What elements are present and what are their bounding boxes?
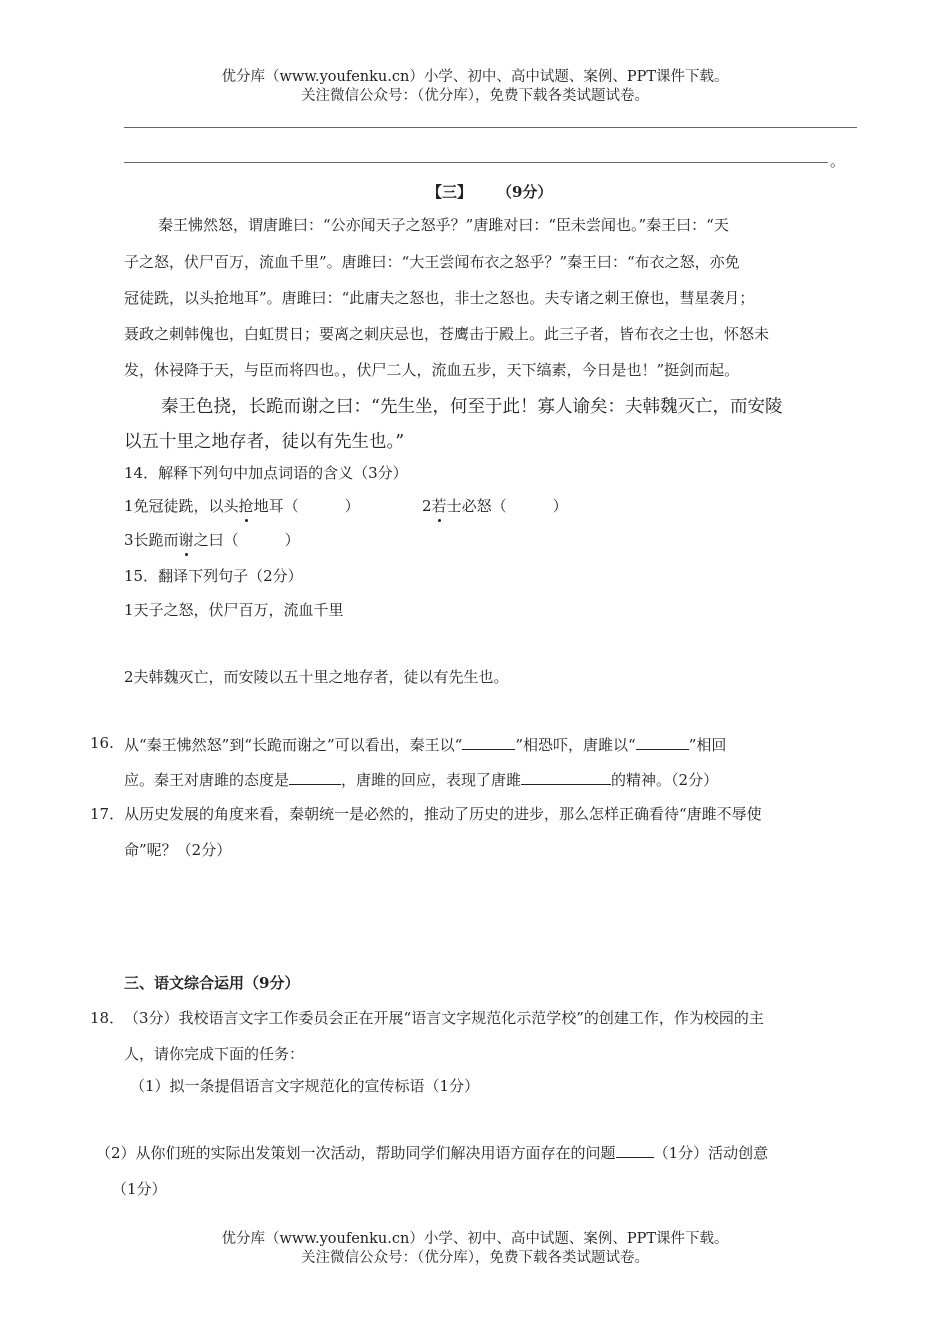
fill-blank [636,735,689,750]
q17-line-2: 命”呢？（2分） [124,841,232,859]
fill-blank [616,1143,654,1158]
q18-line-2: 人，请你完成下面的任务： [124,1045,305,1063]
q18-task-2: （2）从你们班的实际出发策划一次活动，帮助同学们解决用语方面存在的问题 （1分）活动创意 [96,1144,769,1162]
q16-number: 16. [90,734,114,752]
answer-line-1 [124,127,857,128]
fill-blank [289,770,341,785]
answer-line-end-mark: 。 [830,152,846,170]
section-title: 【三】 [427,183,473,201]
q16-line-1: 从“秦王怫然怒”到“长跪而谢之”可以看出，秦王以“ ”相恐吓，唐雎以“ ”相回 [124,736,727,754]
footer-line-1: 优分库（www.youfenku.cn）小学、初中、高中试题、案例、PPT课件下载。 [221,1231,729,1247]
q18-number: 18． [90,1009,125,1027]
q17-number: 17． [90,805,125,823]
header-line-2: 关注微信公众号：（优分库），免费下载各类试题试卷。 [301,88,649,104]
q15-item-1: 1天子之怒，伏尸百万，流血千里 [124,601,344,619]
fill-blank [521,770,611,785]
q14-item-2: 2若士必怒（ ） [422,497,568,515]
passage-line-5: 发，休祲降于天，与臣而将四也。，伏尸二人，流血五步，天下缟素，今日是也！”挺剑而起。 [124,361,740,379]
emphasis-dot-char: 若 [431,497,447,515]
emphasis-dot-char: 谢 [178,531,194,549]
q14-item-1: 1免冠徒跣，以头抢地耳（ ） [124,497,360,515]
q15-stem: 15．翻译下列句子（2分） [124,567,303,585]
passage-line-1: 秦王怫然怒，谓唐雎曰：“公亦闻天子之怒乎？”唐雎对曰：“臣未尝闻也。”秦王曰：“天 [158,216,729,234]
q18-task-1: （1）拟一条提倡语言文字规范化的宣传标语（1分） [130,1077,480,1095]
q14-item-3: 3长跪而谢之曰（ ） [124,531,300,549]
emphasis-dot-char: 抢 [238,497,254,515]
q16-line-2: 应。秦王对唐雎的态度是 ，唐雎的回应，表现了唐雎 的精神。（2分） [124,771,719,789]
passage-line-4: 聂政之刺韩傀也，白虹贯日；要离之刺庆忌也，苍鹰击于殿上。此三子者，皆布衣之士也，怀怒未 [124,325,770,343]
fill-blank [462,735,515,750]
footer-line-2: 关注微信公众号：（优分库），免费下载各类试题试卷。 [301,1250,649,1266]
section-score: （9分） [497,183,553,201]
q14-stem: 14．解释下列句中加点词语的含义（3分） [124,464,408,482]
header-line-1: 优分库（www.youfenku.cn）小学、初中、高中试题、案例、PPT课件下载。 [221,69,729,85]
q15-item-2: 2夫韩魏灭亡，而安陵以五十里之地存者，徒以有先生也。 [124,668,509,686]
q17-line-1: 从历史发展的角度来看，秦朝统一是必然的，推动了历史的进步，那么怎样正确看待“唐雎不辱使 [124,805,762,823]
passage-line-6: 秦王色挠，长跪而谢之曰：“先生坐，何至于此！寡人谕矣：夫韩魏灭亡，而安陵 [161,397,783,417]
q18-line-1: （3分）我校语言文字工作委员会正在开展“语言文字规范化示范学校”的创建工作，作为校园的主 [124,1009,764,1027]
passage-line-3: 冠徒跣，以头抢地耳”。唐雎曰：“此庸夫之怒也，非士之怒也。夫专诸之刺王僚也，彗星袭月； [124,289,755,307]
passage-line-2: 子之怒，伏尸百万，流血千里”。唐雎曰：“大王尝闻布衣之怒乎？”秦王曰：“布衣之怒，亦免 [124,253,740,271]
q18-task-2-score: （1分） [112,1180,167,1198]
passage-line-7: 以五十里之地存者，徒以有先生也。” [124,432,405,452]
part3-title: 三、语文综合运用（9分） [124,974,300,992]
answer-line-2 [124,162,828,163]
